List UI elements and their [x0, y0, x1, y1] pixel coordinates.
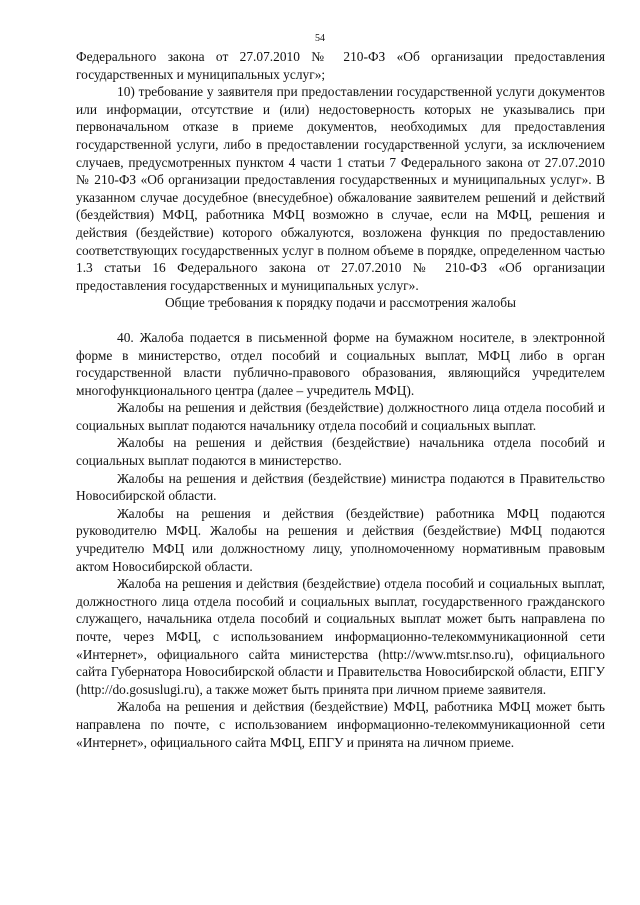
paragraph-complaint-channels: Жалоба на решения и действия (бездействие) отдела пособий и социальных выплат, должностного лица отдела пособий и социальных выплат, государственного гражданского служащего, начальника отдела пособий и социальных выплат может быть направлена по почте, через МФЦ, с использованием информационно-телекоммуникационной сети «Интернет», официального сайта министерства (http://www.mtsr.nso.ru), официального сайта Губернатора Новосибирской области и Правительства Новосибирской области, ЕПГУ (http://do.gosuslugi.ru), а также может быть принята при личном приеме заявителя. — [76, 576, 605, 697]
document-body — [76, 48, 605, 751]
paragraph-complaint-mfc-worker: Жалобы на решения и действия (бездействие) работника МФЦ подаются руководителю МФЦ. Жалобы на решения и действия (бездействие) МФЦ подаются учредителю МФЦ или должностному лицу, уполномоченному нормативным правовым актом Новосибирской области. — [76, 505, 605, 574]
paragraph-complaint-staff: Жалобы на решения и действия (бездействие) должностного лица отдела пособий и социальных выплат подаются начальнику отдела пособий и социальных выплат. — [76, 400, 605, 433]
page-number: 54 — [315, 33, 325, 44]
paragraph-complaint-head: Жалобы на решения и действия (бездействие) начальника отдела пособий и социальных выплат подаются в министерство. — [76, 435, 605, 469]
paragraph-complaint-mfc-channels: Жалоба на решения и действия (бездействие) МФЦ, работника МФЦ может быть направлена по почте, с использованием информационно-телекоммуникационной сети «Интернет», официального сайта МФЦ, ЕПГУ и принята на личном приеме. — [76, 699, 605, 750]
paragraph-item-10: 10) требование у заявителя при предоставлении государственной услуги документов или информации, отсутствие и (или) недостоверность которых не указывались при первоначальном отказе в приеме документов, необходимых для предоставления государственной услуги, либо в предоставлении государственной услуги, за исключением случаев, предусмотренных пунктом 4 части 1 статьи 7 Федерального закона от 27.07.2010 № 210-ФЗ «Об организации предоставления государственных и муниципальных услуг». В указанном случае досудебное (внесудебное) обжалование заявителем решений и действий (бездействия) МФЦ, работника МФЦ возможно в случае, если на МФЦ, решения и действия (бездействие) которого обжалуются, возложена функция по предоставлению соответствующих государственных услуг в полном объеме в порядке, определенном частью 1.3 статьи 16 Федерального закона от 27.07.2010 № 210-ФЗ «Об организации предоставления государственных и муниципальных услуг». — [76, 84, 605, 293]
section-heading: Общие требования к порядку подачи и рассмотрения жалобы — [164, 295, 517, 311]
paragraph-complaint-minister: Жалобы на решения и действия (бездействие) министра подаются в Правительство Новосибирской области. — [76, 470, 605, 504]
paragraph-continuation: Федерального закона от 27.07.2010 № 210-ФЗ «Об организации предоставления государственных и муниципальных услуг»; — [76, 49, 605, 82]
paragraph-40: 40. Жалоба подается в письменной форме на бумажном носителе, в электронной форме в министерство, отдел пособий и социальных выплат, МФЦ либо в орган государственной власти публично-правового образования, являющийся учредителем многофункционального центра (далее – учредитель МФЦ). — [76, 329, 605, 398]
